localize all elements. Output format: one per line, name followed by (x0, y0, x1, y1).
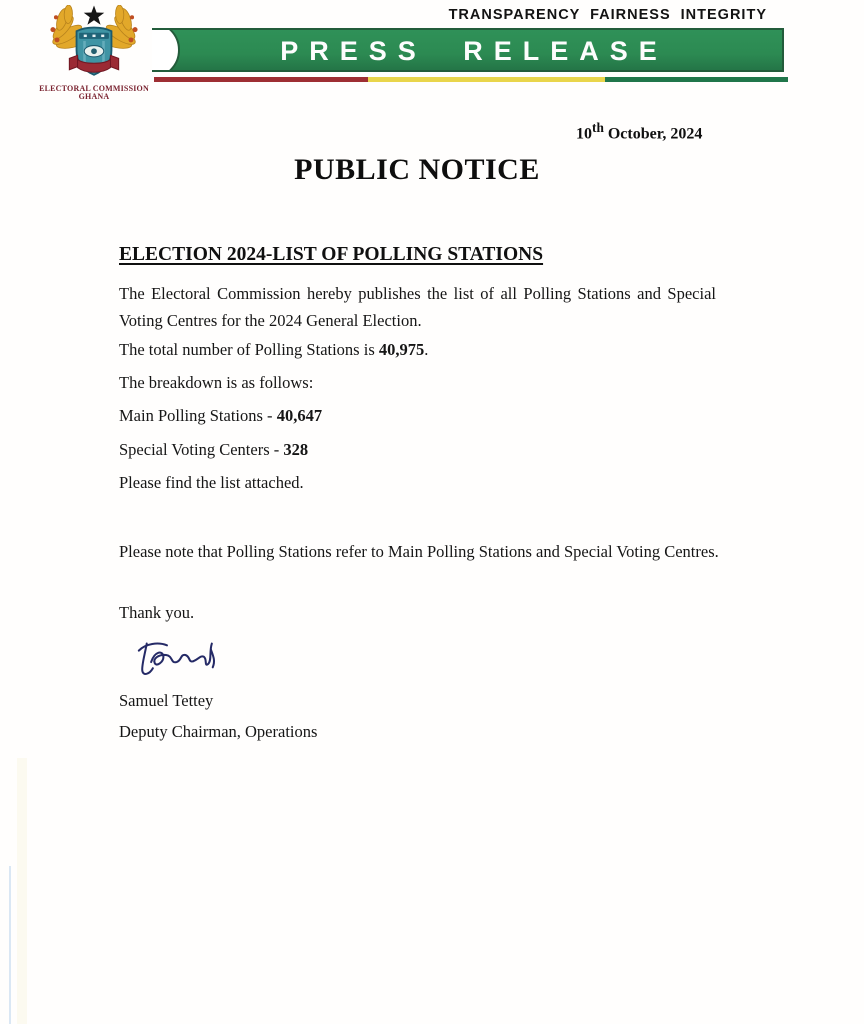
main-stations-value: 40,647 (276, 406, 323, 425)
date-day: 10 (576, 125, 592, 143)
page-title: PUBLIC NOTICE (294, 153, 540, 186)
black-star-icon (84, 6, 105, 25)
breakdown-label: The breakdown is as follows: (119, 373, 314, 392)
signature-icon (130, 629, 218, 681)
signature-image (130, 629, 218, 686)
thanks-line: Thank you. (119, 603, 195, 622)
scan-artifact-line (9, 866, 11, 1024)
date-ordinal-suffix: th (592, 120, 604, 135)
total-stations-line (119, 336, 716, 363)
motto-text: TRANSPARENCY FAIRNESS INTEGRITY (448, 7, 767, 23)
flag-stripe (154, 77, 788, 82)
intro-paragraph: The Electoral Commission hereby publishes the list of all Polling Stations and Special Voting Centres for the 2024 General Election. (119, 284, 716, 330)
press-release-banner (152, 28, 784, 72)
total-label: The total number of Polling Stations is (119, 340, 379, 359)
signatory-title: Deputy Chairman, Operations (119, 722, 318, 741)
ec-ghana-logo (28, 5, 160, 103)
main-stations-label: Main Polling Stations - (119, 406, 277, 425)
logo-org-name: ELECTORAL COMMISSION (39, 84, 149, 93)
section-heading: ELECTION 2024-LIST OF POLLING STATIONS (119, 244, 544, 265)
banner-title: PRESS RELEASE (280, 36, 668, 66)
signatory-name: Samuel Tettey (119, 691, 214, 710)
special-centers-line (119, 436, 716, 463)
ec-ghana-crest-icon (30, 5, 158, 81)
stripe-red-segment (154, 77, 368, 82)
special-centers-value: 328 (283, 440, 309, 459)
total-suffix: . (424, 340, 429, 359)
document-date (576, 120, 702, 143)
stripe-yellow-segment (368, 77, 605, 82)
total-value: 40,975 (378, 340, 425, 359)
date-rest: October, 2024 (603, 125, 703, 143)
scan-artifact-stripe (17, 758, 27, 1024)
attachment-note: Please find the list attached. (119, 473, 304, 492)
special-centers-label: Special Voting Centers - (119, 440, 284, 459)
main-stations-line (119, 402, 716, 429)
clarification-paragraph: Please note that Polling Stations refer to Main Polling Stations and Special Voting Centres. (119, 542, 719, 561)
logo-country-name: GHANA (78, 92, 110, 102)
stripe-green-segment (605, 77, 788, 82)
